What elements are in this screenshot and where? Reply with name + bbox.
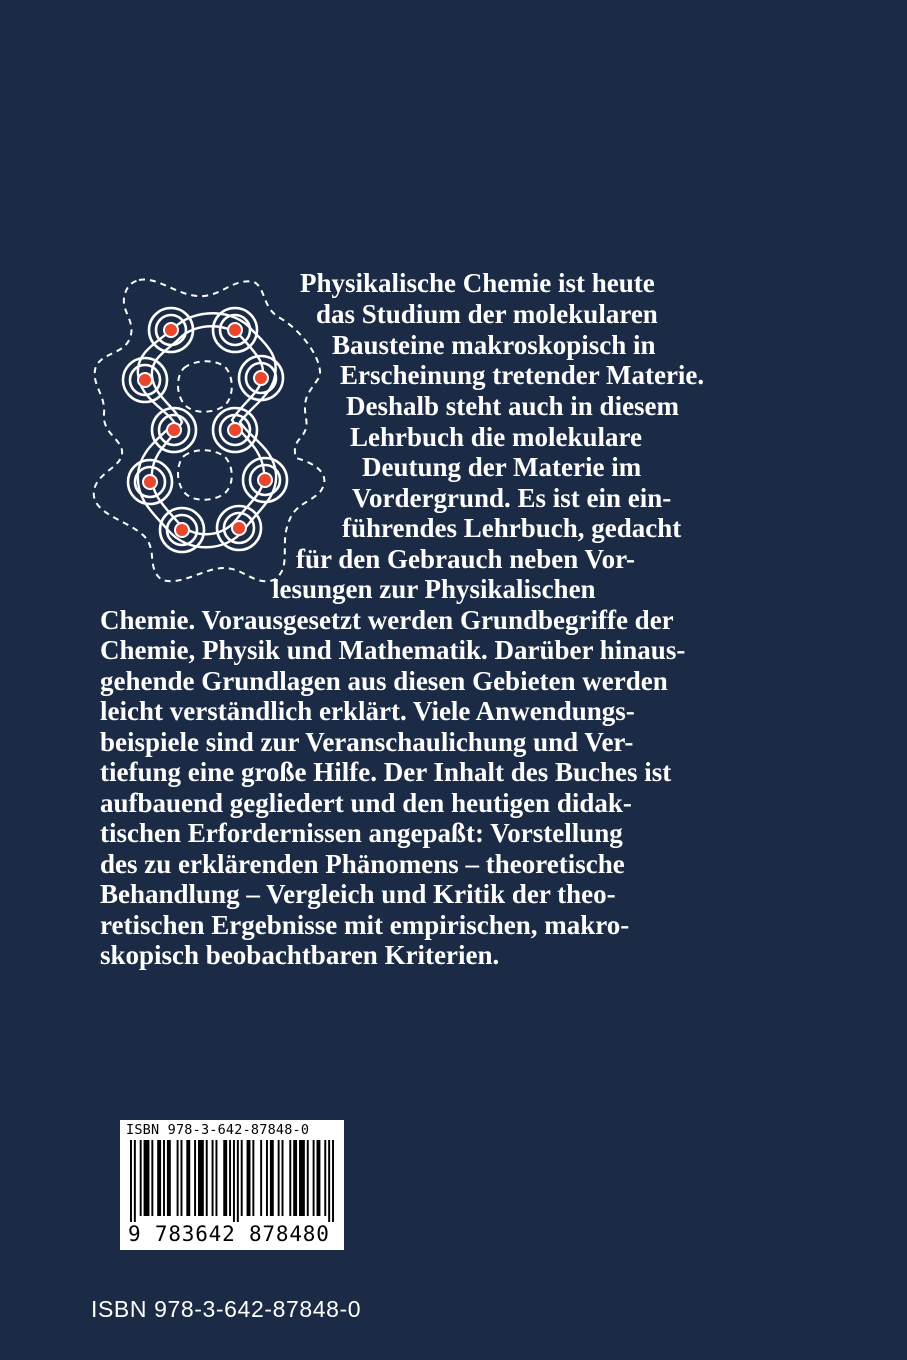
- blurb-line: Bausteine makroskopisch in: [332, 330, 656, 360]
- barcode-bar: [293, 1140, 297, 1216]
- blurb-line: tischen Erfordernissen angepaßt: Vorstellung: [100, 818, 623, 848]
- barcode-bar: [307, 1140, 309, 1216]
- barcode-bar: [140, 1140, 142, 1216]
- barcode-isbn-label: ISBN 978-3-642-87848-0: [126, 1122, 310, 1138]
- blurb-line: Chemie. Vorausgesetzt werden Grundbegriffe der: [100, 605, 674, 635]
- blurb-line: Vordergrund. Es ist ein ein-: [352, 483, 672, 513]
- blurb-line: Behandlung – Vergleich und Kritik der theo-: [100, 879, 616, 909]
- barcode-bar: [177, 1140, 179, 1216]
- barcode-bar: [270, 1140, 274, 1216]
- blurb-line: für den Gebrauch neben Vor-: [296, 544, 636, 574]
- barcode-bar: [144, 1140, 150, 1216]
- barcode-bar: [206, 1140, 208, 1216]
- blurb-line: Erscheinung tretender Materie.: [340, 360, 705, 390]
- barcode-bar: [328, 1140, 330, 1222]
- barcode-bar: [332, 1140, 334, 1222]
- barcode-bar: [229, 1140, 231, 1216]
- barcode-bar: [247, 1140, 251, 1216]
- barcode-bar: [278, 1140, 280, 1216]
- molecule-orbital-icon: [84, 268, 334, 588]
- barcode-bar: [181, 1140, 183, 1216]
- barcode-bar: [167, 1140, 171, 1216]
- blurb-line: des zu erklärenden Phänomens – theoretische: [100, 849, 625, 879]
- barcode-bar: [212, 1140, 214, 1216]
- blurb-line: Lehrbuch die molekulare: [350, 422, 643, 452]
- barcode-bar: [215, 1140, 217, 1216]
- blurb-line: Chemie, Physik und Mathematik. Darüber hinaus-: [100, 635, 686, 665]
- blurb-line: tiefung eine große Hilfe. Der Inhalt des Buches ist: [100, 757, 672, 787]
- barcode-bar: [260, 1140, 262, 1216]
- barcode-bar: [194, 1140, 196, 1216]
- barcode-bar: [130, 1140, 132, 1222]
- blurb-line: gehende Grundlagen aus diesen Gebieten werden: [100, 666, 668, 696]
- barcode-bar: [157, 1140, 161, 1216]
- blurb-line: Deutung der Materie im: [362, 452, 642, 482]
- isbn-footer: ISBN 978-3-642-87848-0: [91, 1296, 362, 1322]
- barcode-bar: [289, 1140, 291, 1216]
- barcode-bar: [151, 1140, 153, 1216]
- barcode-bar: [241, 1140, 243, 1216]
- barcode-bar: [186, 1140, 190, 1216]
- blurb-line: das Studium der molekularen: [316, 299, 658, 329]
- barcode-bar: [233, 1140, 235, 1222]
- blurb-line: führendes Lehrbuch, gedacht: [342, 513, 682, 543]
- barcode-bar: [299, 1140, 305, 1216]
- blurb-line: leicht verständlich erklärt. Viele Anwendungs-: [100, 696, 635, 726]
- barcode-bar: [252, 1140, 254, 1216]
- barcode-digits: 9 783642 878480: [128, 1222, 330, 1246]
- barcode-bar: [223, 1140, 227, 1216]
- barcode-bar: [266, 1140, 268, 1216]
- barcode-bar: [324, 1140, 326, 1216]
- barcode-bar: [317, 1140, 321, 1216]
- barcode-bar: [134, 1140, 136, 1222]
- barcode-bar: [282, 1140, 284, 1216]
- blurb-line: Deshalb steht auch in diesem: [346, 391, 680, 421]
- blurb-line: aufbauend gegliedert und den heutigen didak-: [100, 788, 632, 818]
- blurb-line: retischen Ergebnisse mit empirischen, makro-: [100, 910, 630, 940]
- barcode: [120, 1120, 344, 1250]
- barcode-bar: [163, 1140, 165, 1216]
- barcode-bar: [237, 1140, 239, 1222]
- barcode-bars: [130, 1140, 334, 1222]
- blurb-line: beispiele sind zur Veranschaulichung und Ver-: [100, 727, 634, 757]
- blurb-line: skopisch beobachtbaren Kriterien.: [100, 940, 500, 970]
- blurb-line: lesungen zur Physikalischen: [272, 574, 596, 604]
- barcode-bar: [198, 1140, 204, 1216]
- barcode-bar: [313, 1140, 315, 1216]
- blurb-line: Physikalische Chemie ist heute: [300, 268, 655, 298]
